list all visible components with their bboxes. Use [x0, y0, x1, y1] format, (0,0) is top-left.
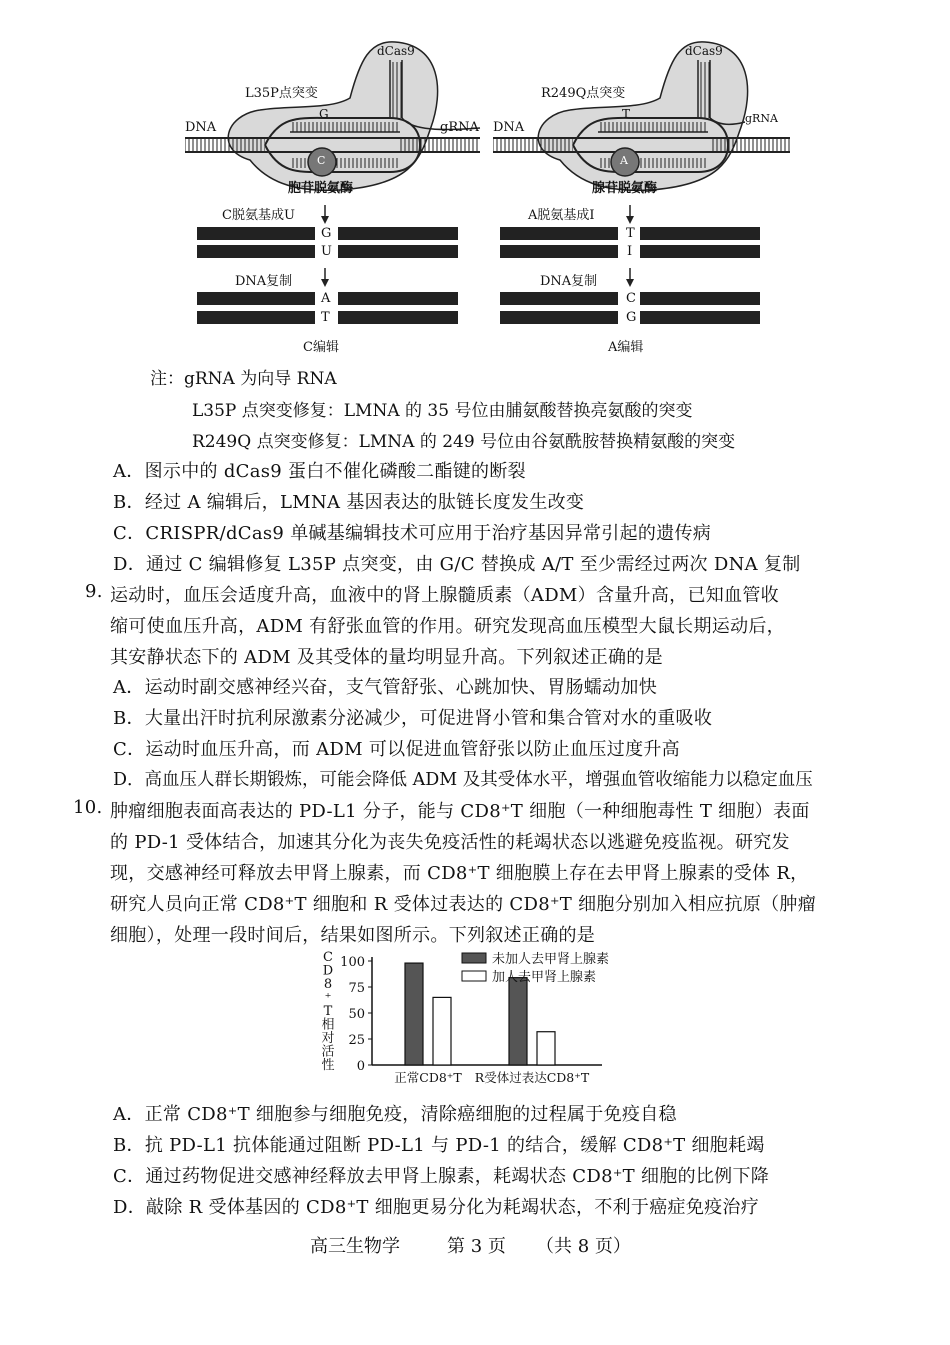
left-step2-base-bottom: T [321, 310, 330, 325]
y-axis-label-char: 对 [321, 1031, 335, 1046]
right-mutation-title: R249Q点突变 [541, 86, 626, 101]
q8-option-d: D．通过 C 编辑修复 L35P 点突变，由 G/C 替换成 A/T 至少需经过两次 DNA 复制 [113, 554, 801, 575]
left-caption: C编辑 [303, 340, 339, 355]
footer-subject: 高三生物学 [310, 1236, 400, 1257]
q8-option-c: C．CRISPR/dCas9 单碱基编辑技术可应用于治疗基因异常引起的遗传病 [113, 523, 712, 544]
y-tick-label: 50 [348, 1007, 365, 1022]
right-dna-label: DNA [493, 120, 525, 135]
right-caption: A编辑 [608, 340, 644, 355]
note-line-2: L35P 点突变修复：LMNA 的 35 号位由脯氨酸替换亮氨酸的突变 [192, 401, 693, 421]
legend-label: 加人去甲肾上腺素 [492, 970, 597, 985]
left-dna-label: DNA [185, 120, 217, 135]
right-target-base: T [622, 107, 631, 121]
x-category-label: R受体过表达CD8⁺T [474, 1070, 590, 1085]
right-step2-label: DNA复制 [540, 274, 598, 289]
y-axis-label-char: D [322, 963, 334, 979]
q10-stem-line-2: 的 PD-1 受体结合，加速其分化为丧失免疫活性的耗竭状态以逃避免疫监视。研究发 [110, 832, 790, 853]
y-axis-label-char: 活 [321, 1044, 335, 1060]
legend-swatch [462, 953, 486, 963]
right-grna-label: gRNA [745, 112, 778, 125]
y-tick-label: 0 [356, 1059, 365, 1074]
y-axis-label-char: 性 [321, 1058, 335, 1073]
right-step1-base-bottom: I [627, 244, 633, 259]
crispr-editing-figure [0, 0, 950, 360]
q10-option-a: A．正常 CD8⁺T 细胞参与细胞免疫，清除癌细胞的过程属于免疫自稳 [113, 1104, 677, 1125]
q9-option-d: D．高血压人群长期锻炼，可能会降低 ADM 及其受体水平，增强血管收缩能力以稳定血压 [113, 770, 813, 790]
q9-stem-line-1: 运动时，血压会适度升高，血液中的肾上腺髓质素（ADM）含量升高，已知血管收 [110, 585, 779, 606]
right-step2-base-bottom: G [626, 310, 637, 325]
right-step1-label: A脱氨基成I [528, 208, 595, 223]
y-tick-label: 100 [340, 955, 365, 970]
q9-option-b: B．大量出汗时抗利尿激素分泌减少，可促进肾小管和集合管对水的重吸收 [113, 708, 713, 729]
q10-stem-line-4: 研究人员向正常 CD8⁺T 细胞和 R 受体过表达的 CD8⁺T 细胞分别加入相应抗原（肿瘤 [110, 894, 817, 915]
right-dcas9-label: dCas9 [685, 44, 723, 58]
y-tick-label: 25 [348, 1033, 365, 1048]
left-enzyme-label: 胞苷脱氨酶 [288, 181, 354, 196]
right-step1-base-top: T [626, 226, 635, 241]
y-tick-label: 75 [348, 981, 365, 996]
left-step1-base-bottom: U [321, 244, 332, 259]
right-enzyme-label: 腺苷脱氨酶 [592, 181, 658, 196]
q8-option-b: B．经过 A 编辑后，LMNA 基因表达的肽链长度发生改变 [113, 492, 585, 513]
q10-stem-line-3: 现，交感神经可释放去甲肾上腺素，而 CD8⁺T 细胞膜上存在去甲肾上腺素的受体 R， [110, 863, 809, 884]
footer-page: 第 3 页 [447, 1236, 506, 1257]
left-mutation-title: L35P点突变 [245, 86, 318, 101]
q10-number: 10. [73, 797, 103, 818]
q9-stem-line-2: 缩可使血压升高，ADM 有舒张血管的作用。研究发现高血压模型大鼠长期运动后， [110, 616, 785, 637]
q9-stem-line-3: 其安静状态下的 ADM 及其受体的量均明显升高。下列叙述正确的是 [110, 647, 663, 668]
cd8t-activity-bar-chart [310, 945, 640, 1100]
y-axis-label-char: 相 [321, 1017, 335, 1033]
left-step1-label: C脱氨基成U [222, 208, 295, 223]
legend-label: 未加人去甲肾上腺素 [492, 952, 610, 967]
left-step2-label: DNA复制 [235, 274, 293, 289]
footer-total: （共 8 页） [536, 1236, 631, 1257]
y-axis-label-char: ⁺ [324, 990, 332, 1006]
q10-stem-line-1: 肿瘤细胞表面高表达的 PD-L1 分子，能与 CD8⁺T 细胞（一种细胞毒性 T 细胞）表面 [110, 801, 810, 822]
legend-swatch [462, 971, 486, 981]
q9-number: 9. [85, 581, 103, 602]
left-enzyme-glyph: C [317, 154, 326, 167]
q10-option-d: D．敲除 R 受体基因的 CD8⁺T 细胞更易分化为耗竭状态，不利于癌症免疫治疗 [113, 1197, 760, 1218]
left-step2-base-top: A [321, 291, 331, 306]
left-step1-base-top: G [321, 226, 332, 241]
y-axis-label-char: 8 [323, 977, 333, 992]
left-dcas9-label: dCas9 [377, 44, 415, 58]
right-step2-base-top: C [626, 291, 636, 306]
right-enzyme-glyph: A [620, 154, 628, 167]
q10-stem-line-5: 细胞），处理一段时间后，结果如图所示。下列叙述正确的是 [110, 925, 596, 946]
left-grna-label: gRNA [440, 120, 479, 135]
q10-option-c: C．通过药物促进交感神经释放去甲肾上腺素，耗竭状态 CD8⁺T 细胞的比例下降 [113, 1166, 770, 1187]
bar-with-norepinephrine [537, 1032, 555, 1065]
bar-without-norepinephrine [509, 978, 527, 1065]
q9-option-a: A．运动时副交感神经兴奋，支气管舒张、心跳加快、胃肠蠕动加快 [113, 677, 657, 698]
q10-option-b: B．抗 PD-L1 抗体能通过阻断 PD-L1 与 PD-1 的结合，缓解 CD8⁺T 细胞耗竭 [113, 1135, 765, 1156]
q8-option-a: A．图示中的 dCas9 蛋白不催化磷酸二酯键的断裂 [113, 461, 526, 482]
y-axis-label-char: C [323, 950, 333, 965]
left-target-base: G [319, 107, 329, 121]
bar-with-norepinephrine [433, 997, 451, 1065]
note-line-1: 注：gRNA 为向导 RNA [150, 369, 337, 389]
note-line-3: R249Q 点突变修复：LMNA 的 249 号位由谷氨酰胺替换精氨酸的突变 [192, 432, 736, 452]
y-axis-label-char: T [323, 1004, 333, 1019]
x-category-label: 正常CD8⁺T [394, 1070, 462, 1085]
q9-option-c: C．运动时血压升高，而 ADM 可以促进血管舒张以防止血压过度升高 [113, 739, 680, 760]
bar-without-norepinephrine [405, 963, 423, 1065]
